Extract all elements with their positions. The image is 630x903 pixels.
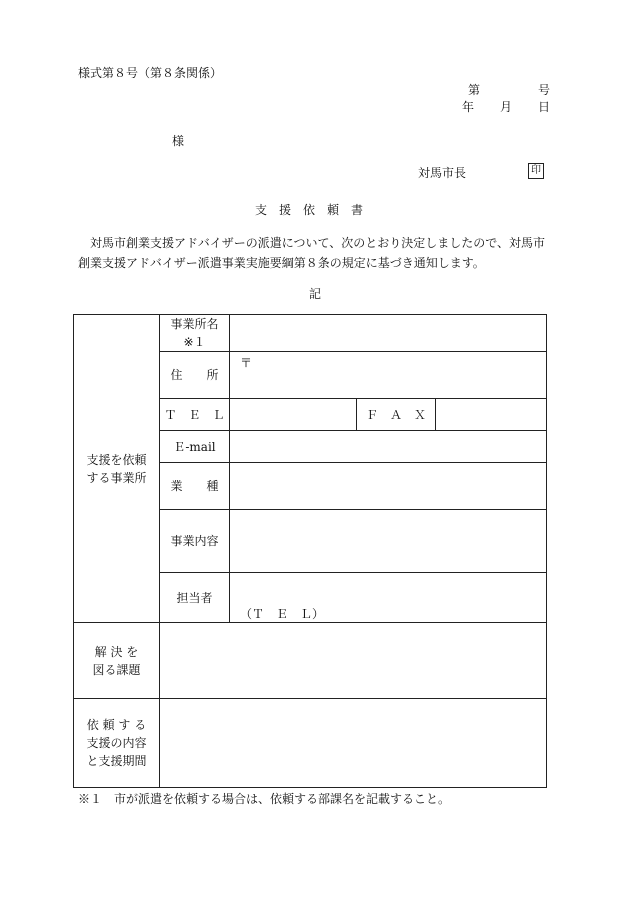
sender-name: 対馬市長 [418, 166, 467, 180]
body-text: 対馬市創業支援アドバイザーの派遣について、次のとおり決定しましたので、対馬市創業支援アドバイザー派遣事業実施要綱第８条の規定に基づき通知します。 [78, 236, 546, 270]
tel-field[interactable] [230, 399, 357, 431]
issues-label [74, 623, 160, 699]
industry-label: 業 種 [160, 463, 230, 510]
request-form-table [73, 314, 547, 788]
postal-mark: 〒 [240, 356, 253, 370]
issues-field[interactable] [160, 623, 547, 699]
support-content-label-line: 依 頼 す る [86, 718, 147, 732]
number-suffix: 号 [537, 83, 550, 97]
support-content-label [74, 699, 160, 788]
office-name-note: ※１ [183, 335, 206, 349]
office-name-label [160, 315, 230, 352]
address-field[interactable] [230, 352, 547, 399]
support-content-label-line: と支援期間 [86, 754, 147, 768]
date-line [462, 98, 550, 115]
seal-stamp: 印 [528, 163, 544, 179]
office-group-label [74, 315, 160, 623]
office-group-label-line: する事業所 [86, 470, 147, 485]
document-number-line [468, 81, 550, 98]
email-label: Ｅ-mail [160, 431, 230, 463]
addressee: 様 [172, 134, 185, 148]
office-name-label-line: 事業所名 [170, 317, 219, 331]
email-field[interactable] [230, 431, 547, 463]
footnote: ※１ 市が派遣を依頼する場合は、依頼する部課名を記載すること。 [78, 792, 451, 806]
form-number: 様式第８号（第８条関係） [78, 66, 223, 80]
date-month: 月 [499, 100, 512, 114]
fax-label: Ｆ Ａ Ｘ [357, 399, 436, 431]
issues-label-line: 図る課題 [92, 662, 141, 677]
tel-label: Ｔ Ｅ Ｌ [160, 399, 230, 431]
industry-field[interactable] [230, 463, 547, 510]
contact-person-label: 担当者 [160, 573, 230, 623]
address-label: 住 所 [160, 352, 230, 399]
office-name-field[interactable] [230, 315, 547, 352]
date-year: 年 [461, 100, 474, 114]
issues-label-line: 解 決 を [94, 644, 139, 659]
business-content-field[interactable] [230, 510, 547, 573]
office-group-label-line: 支援を依頼 [86, 452, 147, 467]
contact-tel-label: （Ｔ Ｅ Ｌ） [240, 607, 325, 621]
date-day: 日 [537, 100, 550, 114]
contact-person-field[interactable] [230, 573, 547, 623]
business-content-label: 事業内容 [160, 510, 230, 573]
support-content-label-line: 支援の内容 [86, 736, 147, 750]
ki-mark: 記 [308, 287, 321, 301]
fax-field[interactable] [436, 399, 547, 431]
document-title: 支援依頼書 [254, 203, 375, 217]
number-prefix: 第 [467, 83, 480, 97]
support-content-field[interactable] [160, 699, 547, 788]
